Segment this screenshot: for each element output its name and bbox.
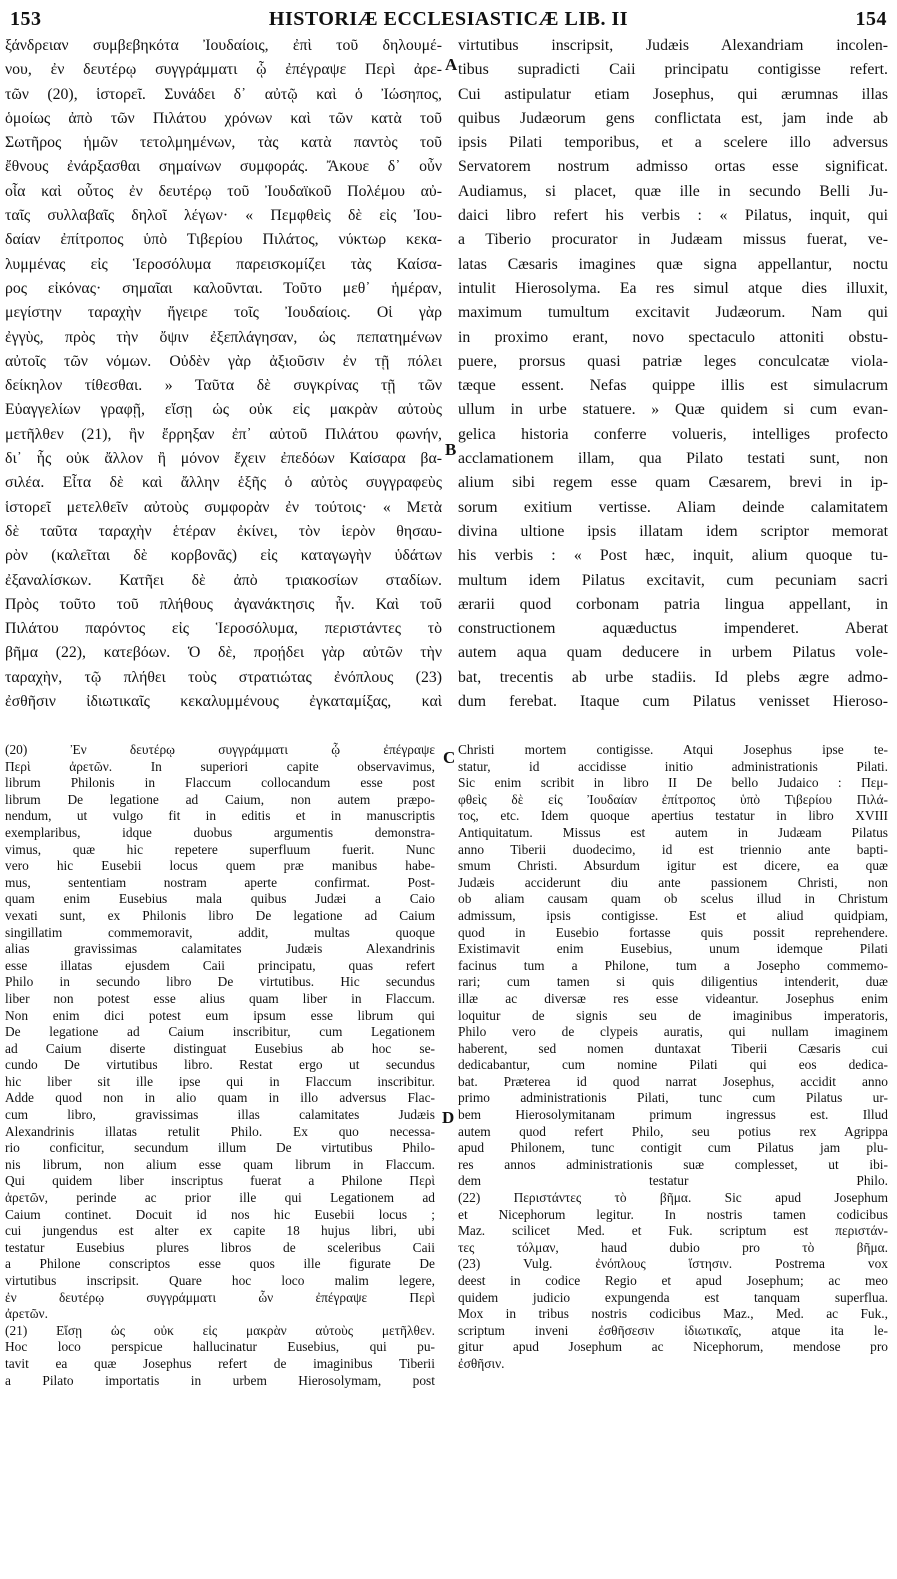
text-line: ἀρετῶν, perinde ac prior ille qui Legationem ad [5,1190,435,1206]
text-line: Antiquitatum. Missus est autem in Judæam Pilatus [458,824,888,840]
text-line: scriptum inveni ἐσθῆσεσιν ἰδιωτικαῖς, atque ita le- [458,1322,888,1338]
text-line: alias gravissimas calamitates Judæis Alexandrinis [5,941,435,957]
text-line: hic liber sit ille ipse qui in Flaccum inscribitur. [5,1073,435,1089]
text-line: δείκηλον τίθεσθαι. » Ταῦτα δὲ συγκρίνας τῇ τῶν [5,377,442,395]
text-line: Mox in tribus nostris codicibus Maz., Med. ac Fuk., [458,1306,888,1322]
page-number-left: 153 [10,8,42,30]
text-line: ρος εἰκόνας· σημαῖαι καλοῦνται. Τοῦτο μεθ᾽ ἡμέραν, [5,279,442,297]
text-line: deest in codice Regio et apud Josephum; ac meo [458,1273,888,1288]
text-line: De legatione ad Caium inscribitur, cum Legationem [5,1024,435,1040]
text-line: ρὸν (καλεῖται δὲ κορβονᾶς) εἰς καταγωγὴν ὑδάτων [5,547,442,565]
text-line: Qui quidem liber inscriptus fuerat a Philone Περὶ [5,1173,435,1189]
text-line: acclamationem illam, qua Pilato testati sunt, non [458,450,888,468]
text-line: quidem judicio expungenda est tanquam superflua. [458,1289,888,1305]
text-line: virtutibus inscripsit, Judæis Alexandriam incolen- [458,37,888,54]
text-line: Εὐαγγελίων γραφῇ, εἴσῃ ὡς οὐκ εἰς μακρὰν αὐτοὺς [5,401,442,419]
text-line: ullum in urbe statuere. » Quæ quidem si cum evan- [458,401,888,419]
text-line: et Nicephorum legitur. In nostris tamen codicibus [458,1206,888,1222]
text-line: latas Cæsaris imagines quæ signa appellantur, noctu [458,255,888,273]
text-line: rari; cum tamen si quis diligentius intenderit, duæ [458,974,888,990]
text-line: gitur apud Josephum ac Nicephorum, mendose pro [458,1339,888,1355]
text-line: ἔθνους ἐνάρξασθαι σημαίνων συμφοράς. Ἄκουε δ᾽ οὖν [5,158,442,176]
text-line: in proximo erant, novo spectaculo attoniti obstu- [458,328,888,346]
text-line: statur, id accidisse initio administrationis Pilati. [458,758,888,774]
text-line: οἷα καὶ οὗτος ἐν δευτέρῳ τοῦ Ἰουδαϊκοῦ Πολέμου αὐ- [5,182,442,200]
text-line: sorum exitium vertisse. Aliam deinde calamitatem [458,498,888,516]
text-line: tæque essent. Nefas quippe illis est simulacrum [458,377,888,395]
text-line: nis librum, non alium esse quam librum in Flaccum. [5,1156,435,1172]
text-line: (20) Ἐν δευτέρῳ συγγράμματι ᾧ ἐπέγραψε [5,742,435,757]
text-line: librum De legatione ad Caium, non autem præpo- [5,791,435,807]
text-line: bem Hierosolymitanam primum ingressus est. Illud [458,1107,888,1123]
text-line: λυμμένας εἰς Ἱεροσόλυμα παρεισκομίζει τὰς Καίσα- [5,255,442,273]
text-line: cundo De virtutibus libro. Restat ergo ut secundus [5,1057,435,1073]
text-line: Σωτῆρος ἡμῶν τετολμημένων, τὰς κατὰ παντὸς τοῦ [5,134,442,152]
text-line: Philo in secundo libro De virtutibus. Hic secundus [5,974,435,990]
text-line: a Tiberio procurator in Judæam missus fuerat, ve- [458,231,888,249]
notes-column-left [5,742,435,1487]
text-line: ipsis Pilati temporibus, et a scelere illo adversus [458,134,888,152]
text-line: librum Philonis in Flaccum collocandum esse post [5,775,435,791]
text-line: φθεὶς δὲ εἰς Ἰουδαίαν ἐπίτροπος ὑπὸ Τιβερίου Πιλά- [458,791,888,807]
text-line: ξάνδρειαν συμβεβηκότα Ἰουδαίοις, ἐπὶ τοῦ δηλουμέ- [5,37,442,54]
greek-text-column [5,34,442,724]
text-line: Judæis acciderunt diu ante passionem Christi, non [458,874,888,890]
latin-translation-column [458,34,888,724]
text-line: Non enim dici potest eum ipsum esse librum qui [5,1007,435,1023]
text-line: haberent, sed nomen duntaxat Tiberii Cæsaris cui [458,1040,888,1056]
text-line: a Pilato importatis in urbem Hierosolymam, post [5,1372,435,1388]
text-line: autem aqua quam deducere in urbem Pilatus vole- [458,644,888,662]
text-line: ἀρετῶν. [5,1306,48,1322]
margin-letter-d: D [442,1108,455,1127]
text-line: ταραχὴν, τῷ πλήθει τοὺς στρατιώτας ἐνόπλους (23) [5,668,442,686]
text-line: Hoc loco perspicue hallucinatur Eusebius, qui pu- [5,1339,435,1355]
text-line: alium sibi regem esse quam Cæsarem, brevi in ip- [458,474,888,492]
margin-letter-c: C [443,748,456,767]
text-line: (21) Εἴσῃ ὡς οὐκ εἰς μακρὰν αὐτοὺς μετῆλθεν. [5,1322,435,1338]
running-header [10,8,887,34]
text-line: maximum tumultum excitavit Judæorum. Nam qui [458,304,888,322]
text-line: puere, prorsus quasi patriæ leges conculcatæ viola- [458,352,888,370]
text-line: tavit ea quæ Josephus refert de imaginibus Tiberii [5,1355,435,1371]
text-line: Πρὸς τοῦτο τοῦ πλήθους ἀγανάκτησις ἦν. Καὶ τοῦ [5,595,442,613]
text-line: apud Philonem, tunc contigit cum Pilatus jam plu- [458,1140,888,1156]
text-line: gelica historia conferre volueris, intelliges profecto [458,425,888,443]
text-line: illæ ac diversæ res esse videantur. Josephus enim [458,990,888,1006]
text-line: Πιλάτου παρόντος εἰς Ἱεροσόλυμα, περιστάντες τὸ [5,620,442,638]
text-line: ob aliam causam quam ob scelus illud in Christum [458,891,888,907]
text-line: vimus, quæ hic repetere superfluum fuerit. Nunc [5,841,435,857]
text-line: ἱστορεῖ μετελθεῖν αὐτοὺς συμφορὰν ἐν τούτοις· « Μετὰ [5,498,442,516]
text-line: quod in Eusebio fortasse quis possit reprehendere. [458,924,888,940]
text-line: intulit Hierosolyma. Ea res simul atque dies illuxit, [458,279,888,297]
text-line: δι᾽ ἧς οὐκ ἄλλον ἢ μόνον ἔχειν ἐπεδόων Καίσαρα βα- [5,450,442,468]
text-line: tibus supradicti Caii principatu contigisse refert. [458,61,888,79]
page-number-right: 154 [855,8,887,30]
text-line: loquitur de signis seu de imaginibus imperatoris, [458,1007,888,1023]
text-line: a Philone conscriptos esse quos ille figurate De [5,1256,435,1272]
text-line: μετῆλθεν (21), ἣν ἔρρηξαν ἐπ᾽ αὐτοῦ Πιλάτου φωνήν, [5,425,442,443]
text-line: ἐξαναλίσκων. Κατῆει δὲ ἀπὸ τριακοσίων σταδίων. [5,571,442,589]
text-line: testatur Eusebius plures libros de sceleribus Caii [5,1239,435,1255]
text-line: δαίαν ἐπίτροπος ὑπὸ Τιβερίου Πιλάτος, νύκτωρ κεκα- [5,231,442,249]
text-line: cui jungendus est alter ex capite 18 hujus libri, ubi [5,1223,435,1239]
text-line: multum idem Pilatus excitavit, cum pecuniam sacri [458,571,888,589]
text-line: facinus tum a Philone, tum a Josepho commemo- [458,957,888,973]
text-line: mus, sententiam nostram aperte confirmat. Post- [5,874,435,890]
text-line: bat. Præterea id quod narrat Josephus, accidit anno [458,1073,888,1089]
text-line: ἐγγὺς, πρὸς τὴν ὄψιν ἐξεπλάγησαν, ὡς πεπατημένων [5,328,442,346]
text-line: Cui astipulatur etiam Josephus, qui ærumnas illas [458,85,888,103]
text-line: quam enim Eusebius mala quibus Judæi a Caio [5,891,435,907]
margin-letter-a: A [445,55,458,74]
text-line: constructionem aquæductus impenderet. Aberat [458,620,888,638]
text-line: anno Tiberii duodecimo, id est triennio ante bapti- [458,841,888,857]
text-line: his verbis : « Post hæc, inquit, alium quoque tu- [458,547,888,565]
text-line: exemplaribus, idque duobus argumentis demonstra- [5,824,435,840]
text-line: daici libro refert his verbis : « Pilatus, inquit, qui [458,207,888,225]
text-line: primo administrationis Pilati, tunc cum Pilatus ur- [458,1090,888,1106]
text-line: (23) Vulg. ἐνόπλους ἵστησιν. Postrema vox [458,1256,888,1272]
text-line: nendum, ut vulgo fit in editis et in manuscriptis [5,808,435,824]
text-line: smum Christi. Absurdum igitur est dicere, ea quæ [458,858,888,874]
text-line: rio conficitur, secundum illum De virtutibus Philo- [5,1140,435,1156]
text-line: αὐτοῖς τῶν νόμων. Οὐδὲν γὰρ ἀξιοῦσιν ἐν τῇ πόλει [5,352,442,370]
text-line: cum libro, gravissimas illas calamitates Judæis [5,1107,435,1123]
text-line: δὲ ταῦτα ταραχὴν ἑτέραν ἐκίνει, τὸν ἱερὸν θησαυ- [5,522,442,540]
text-line: autem quod refert Philo, seu potius rex Agrippa [458,1123,888,1139]
text-line: Audiamus, si placet, quæ ille in secundo Belli Ju- [458,182,888,200]
text-line: admissum, ipsis contigisse. Est et aliud quidpiam, [458,907,888,923]
text-line: ὁμοίως ἀπὸ τῶν Πιλάτου χρόνων καὶ τῶν κατὰ τοῦ [5,109,442,127]
text-line: τῶν (20), ἱστορεῖ. Συνάδει δ᾽ αὐτῷ καὶ ὁ Ἰώσηπος, [5,85,442,103]
text-line: Servatorem nostrum admisso ortas esse significat. [458,158,888,176]
text-line: dem testatur Philo. [458,1173,888,1189]
text-line: ταῖς συλλαβαῖς δηλοῖ λέγων· « Πεμφθεὶς δὲ εἰς Ἰου- [5,207,442,225]
text-line: singillatim commemoravit, addit, multas quoque [5,924,435,940]
text-line: τες τόλμαν, haud dubio pro τὸ βῆμα. [458,1239,888,1255]
text-line: Christi mortem contigisse. Atqui Josephus ipse te- [458,742,888,757]
text-line: ærarii quod corbonam patria lingua appellant, in [458,595,888,613]
text-line: bat, trecentis ab urbe stadiis. Id plebs ægre admo- [458,668,888,686]
text-line: ad Caium diserte distinguat Eusebius ab hoc se- [5,1040,435,1056]
text-line: βῆμα (22), κατεβόων. Ὁ δὲ, προῄδει γὰρ αὐτῶν τὴν [5,644,442,662]
text-line: esse illatas ejusdem Caii principatu, quas refert [5,957,435,973]
text-line: Philo vero de clypeis auratis, qui nullam imaginem [458,1024,888,1040]
text-line: liber non potest esse alius quam liber in Flaccum. [5,990,435,1006]
text-line: res annos administrationis suæ complesset, ut ibi- [458,1156,888,1172]
text-line: τος, etc. Idem quoque apertius testatur in libro XVIII [458,808,888,824]
text-line: dedicabantur, cum nomine Pilati qui eos dedica- [458,1057,888,1073]
text-line: Maz. scilicet Med. et Fuk. scriptum est περιστάν- [458,1223,888,1239]
text-line: virtutibus inscripsit. Quare hoc loco malim legere, [5,1273,435,1288]
text-line: σιλέα. Εἶτα δὲ καὶ ἄλλην ἑξῆς ὁ αὐτὸς συγγραφεὺς [5,474,442,492]
text-line: Alexandrinis illatas retulit Philo. Ex quo necessa- [5,1123,435,1139]
text-line: ἐσθῆσιν. [458,1355,505,1371]
text-line: Sic enim scribit in libro II De bello Judaico : Πεμ- [458,775,888,791]
text-line: dum ferebat. Itaque cum Pilatus venisset Hieroso- [458,693,888,711]
text-line: quibus Judæorum gens conflictata est, jam inde ab [458,109,888,127]
text-line: μεγίστην ταραχὴν ἤγειρε τοῖς Ἰουδαίοις. Οἱ γὰρ [5,304,442,322]
text-line: Περὶ ἀρετῶν. In superiori capite observavimus, [5,758,435,774]
text-line: Caium continet. Docuit id nos hic Eusebii locus ; [5,1206,435,1222]
text-line: vexati sunt, ex Philonis libro De legatione ad Caium [5,907,435,923]
text-line: Adde quod non in alio quam in illo adversus Flac- [5,1090,435,1106]
text-line: ἐσθῆσιν ἰδιωτικαῖς κεκαλυμμένους ἐγκαταμίξας, καὶ [5,693,442,711]
text-line: νου, ἐν δευτέρῳ συγγράμματι ᾧ ἐπέγραψε Περὶ ἀρε- [5,61,442,79]
text-line: vero hic Eusebii locus quem præ manibus habe- [5,858,435,874]
text-line: (22) Περιστάντες τὸ βῆμα. Sic apud Josephum [458,1190,888,1206]
margin-letter-b: B [445,440,457,459]
text-line: ἐν δευτέρῳ συγγράμματι ὧν ἐπέγραψε Περὶ [5,1289,435,1305]
running-title: HISTORIÆ ECCLESIASTICÆ LIB. II [268,8,629,30]
text-line: Existimavit enim Eusebius, unum idemque Pilati [458,941,888,957]
notes-column-right [458,742,888,1402]
text-line: divina ultione ipsis illatam idem scriptor memorat [458,522,888,540]
